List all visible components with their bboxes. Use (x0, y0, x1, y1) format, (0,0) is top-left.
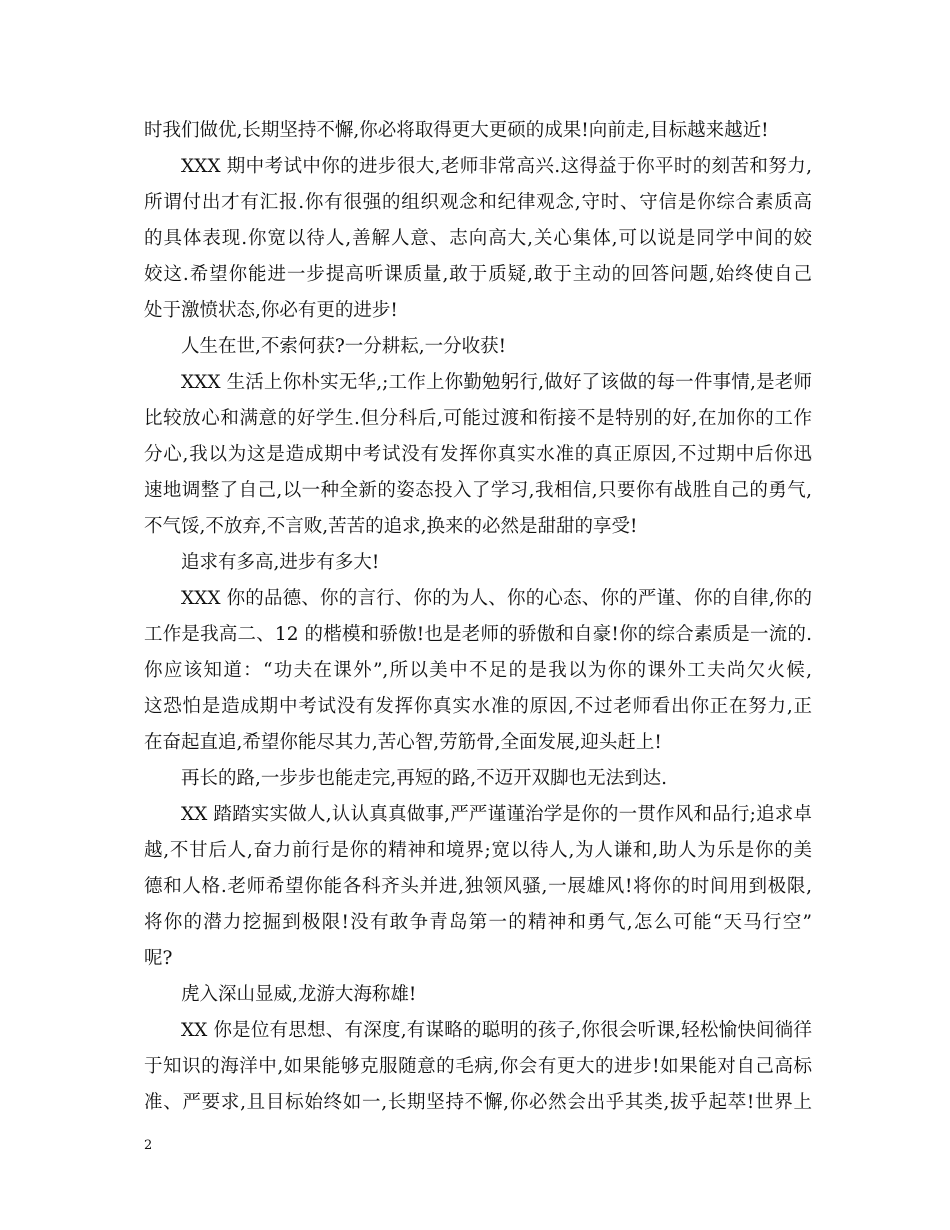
document-body (144, 113, 812, 1121)
text-line: XXX 期中考试中你的进步很大,老师非常高兴.这得益于你平时的刻苦和努力, (181, 156, 812, 177)
text-line: 工作是我高二、12 的楷模和骄傲!也是老师的骄傲和自豪!你的综合素质是一流的. (144, 624, 812, 645)
text-line: 处于激愤状态,你必有更的进步! (144, 300, 398, 321)
text-line: 于知识的海洋中,如果能够克服随意的毛病,你会有更大的进步!如果能对自己高标 (144, 1056, 812, 1077)
text-line: 分心,我以为这是造成期中考试没有发挥你真实水准的真正原因,不过期中后你迅 (144, 444, 812, 465)
text-line: 虎入深山显威,龙游大海称雄! (181, 984, 417, 1005)
text-line: 越,不甘后人,奋力前行是你的精神和境界;宽以待人,为人谦和,助人为乐是你的美 (144, 840, 812, 861)
text-line: 速地调整了自己,以一种全新的姿态投入了学习,我相信,只要你有战胜自己的勇气, (144, 480, 812, 501)
text-line: 德和人格.老师希望你能各科齐头并进,独领风骚,一展雄风!将你的时间用到极限, (144, 876, 812, 897)
text-line: 这恐怕是造成期中考试没有发挥你真实水准的原因,不过老师看出你正在努力,正 (144, 696, 812, 717)
page-number: 2 (144, 1138, 153, 1153)
text-line: 将你的潜力挖掘到极限!没有敢争青岛第一的精神和勇气,怎么可能“天马行空” (144, 912, 812, 933)
text-line: XXX 你的品德、你的言行、你的为人、你的心态、你的严谨、你的自律,你的 (181, 588, 812, 609)
text-line: 时我们做优,长期坚持不懈,你必将取得更大更硕的成果!向前走,目标越来越近! (144, 120, 769, 141)
text-line: 呢? (144, 948, 173, 969)
text-line: 人生在世,不索何获?一分耕耘,一分收获! (181, 336, 507, 357)
text-line: 追求有多高,进步有多大! (181, 552, 380, 573)
text-line: 准、严要求,且目标始终如一,长期坚持不懈,你必然会出乎其类,拔乎起萃!世界上 (144, 1092, 812, 1113)
text-line: XX 你是位有思想、有深度,有谋略的聪明的孩子,你很会听课,轻松愉快间徜徉 (181, 1020, 812, 1041)
text-line: 再长的路,一步步也能走完,再短的路,不迈开双脚也无法到达. (181, 768, 668, 789)
text-line: 在奋起直追,希望你能尽其力,苦心智,劳筋骨,全面发展,迎头赶上! (144, 732, 662, 753)
text-line: 不气馁,不放弃,不言败,苦苦的追求,换来的必然是甜甜的享受! (144, 516, 638, 537)
text-line: 的具体表现.你宽以待人,善解人意、志向高大,关心集体,可以说是同学中间的姣 (144, 228, 812, 249)
text-line: XX 踏踏实实做人,认认真真做事,严严谨谨治学是你的一贯作风和品行;追求卓 (181, 804, 812, 825)
text-line: 姣这.希望你能进一步提高听课质量,敢于质疑,敢于主动的回答问题,始终使自己 (144, 264, 812, 285)
text-line: 比较放心和满意的好学生.但分科后,可能过渡和衔接不是特别的好,在加你的工作 (144, 408, 812, 429)
text-line: 所谓付出才有汇报.你有很强的组织观念和纪律观念,守时、守信是你综合素质高 (144, 192, 812, 213)
text-line: 你应该知道：“功夫在课外”,所以美中不足的是我以为你的课外工夫尚欠火候, (144, 660, 812, 681)
text-line: XXX 生活上你朴实无华,;工作上你勤勉躬行,做好了该做的每一件事情,是老师 (181, 372, 812, 393)
